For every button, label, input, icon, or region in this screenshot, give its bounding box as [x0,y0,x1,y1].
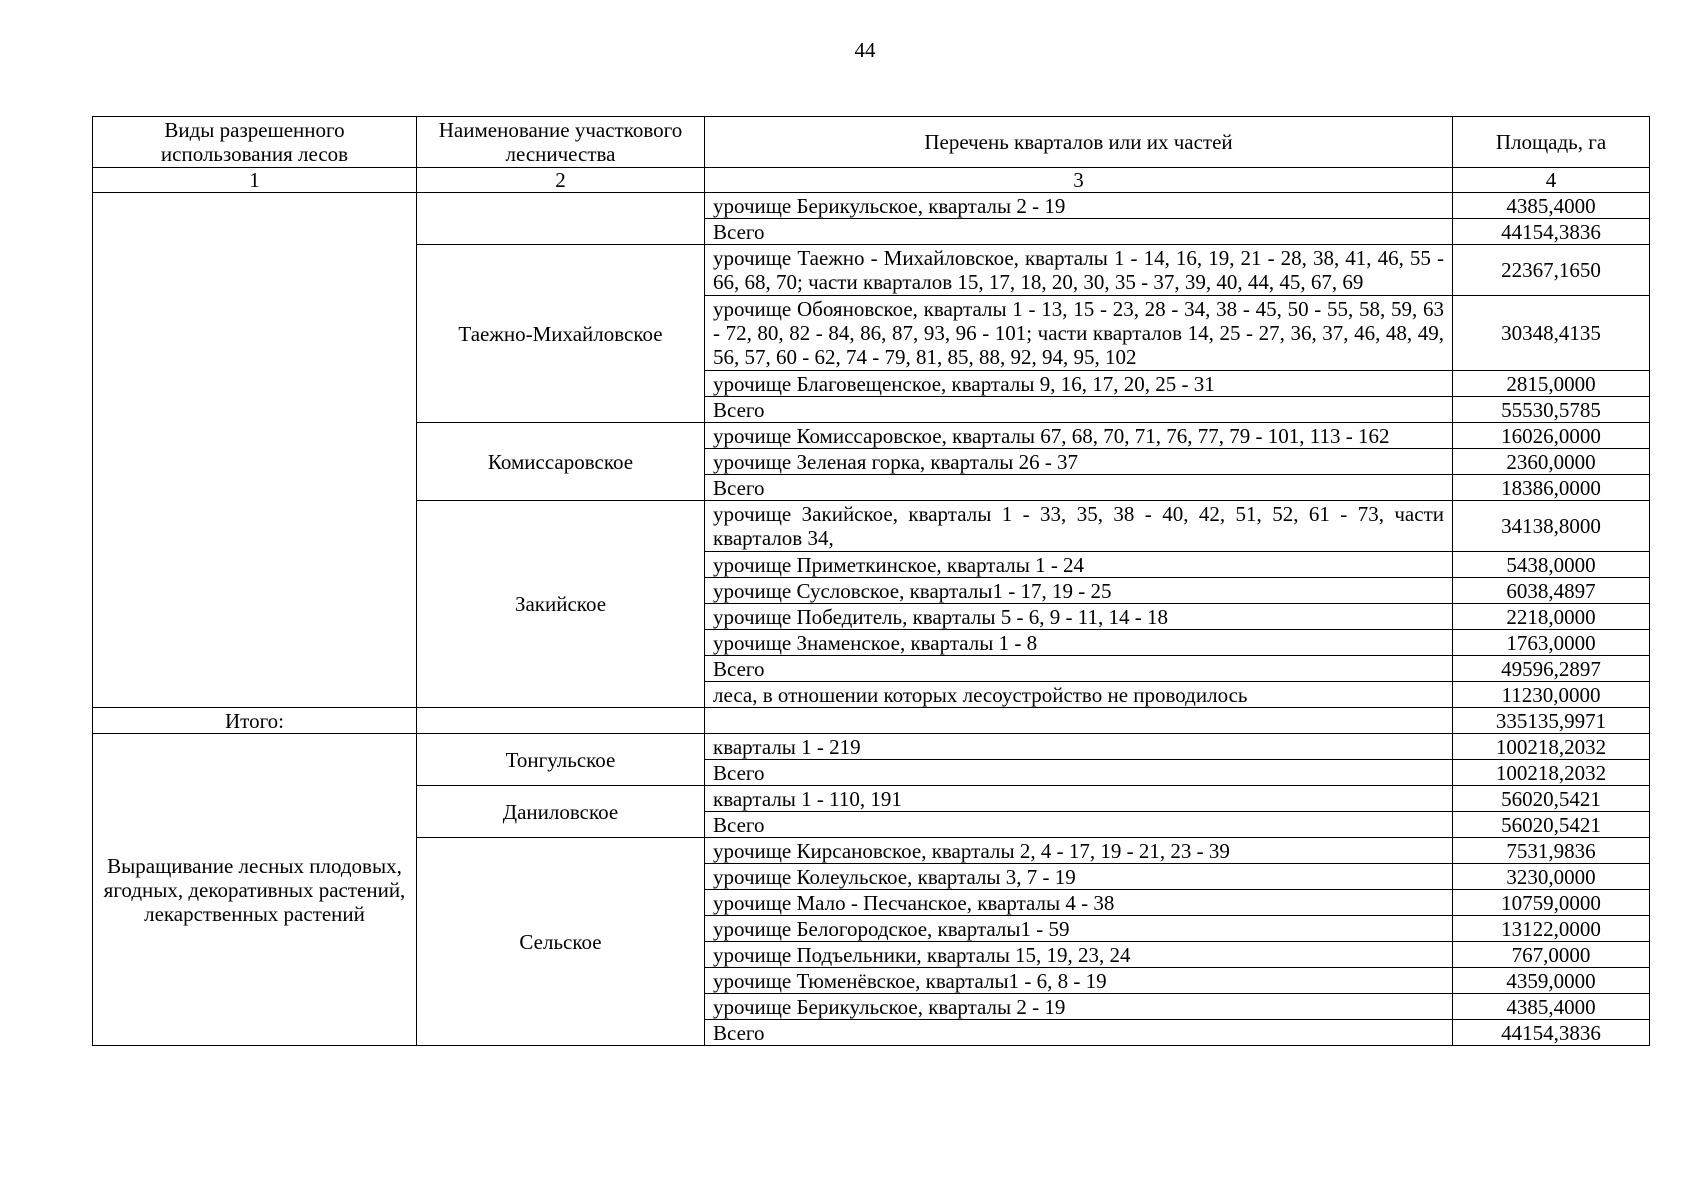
area-cell: 34138,8000 [1453,501,1650,552]
quarters-cell: Всего [705,219,1453,245]
area-cell: 7531,9836 [1453,838,1650,864]
area-cell: 4385,4000 [1453,193,1650,219]
area-cell: 1763,0000 [1453,630,1650,656]
quarters-cell: кварталы 1 - 110, 191 [705,786,1453,812]
quarters-cell: урочище Мало - Песчанское, кварталы 4 - 38 [705,890,1453,916]
forest-use-table [92,116,1650,1046]
total-area: 335135,9971 [1453,708,1650,734]
page-number: 44 [854,38,876,62]
quarters-cell: урочище Комиссаровское, кварталы 67, 68, 70, 71, 76, 77, 79 - 101, 113 - 162 [705,423,1453,449]
area-cell: 5438,0000 [1453,552,1650,578]
header-quarters-list: Перечень кварталов или их частей [705,117,1453,168]
quarters-cell: урочище Тюменёвское, кварталы1 - 6, 8 - 19 [705,968,1453,994]
quarters-cell: урочище Подъельники, кварталы 15, 19, 23, 24 [705,942,1453,968]
forestry-name-cell: Даниловское [417,786,705,838]
quarters-cell: урочище Берикульское, кварталы 2 - 19 [705,193,1453,219]
quarters-cell: урочище Закийское, кварталы 1 - 33, 35, 38 - 40, 42, 51, 52, 61 - 73, части кварталов 34, [705,501,1453,552]
forestry-name-cell: Тонгульское [417,734,705,786]
header-use-type: Виды разрешенного использования лесов [93,117,417,168]
forestry-name-cell-empty [417,193,705,245]
use-type-cell: Выращивание лесных плодовых, ягодных, декоративных растений, лекарственных растений [93,734,417,1046]
column-number: 3 [705,168,1453,193]
quarters-cell: Всего [705,656,1453,682]
area-cell: 55530,5785 [1453,397,1650,423]
area-cell: 4385,4000 [1453,994,1650,1020]
area-cell: 18386,0000 [1453,475,1650,501]
quarters-cell: урочище Приметкинское, кварталы 1 - 24 [705,552,1453,578]
quarters-cell: урочище Таежно - Михайловское, кварталы 1 - 14, 16, 19, 21 - 28, 38, 41, 46, 55 - 66, 68, 70; части кварталов 15, 17, 18, 20, 30, 35 - 37, 39, 40, 44, 45, 67, 69 [705,245,1453,296]
quarters-cell: урочище Белогородское, кварталы1 - 59 [705,916,1453,942]
column-number-row [93,168,1650,193]
area-cell: 22367,1650 [1453,245,1650,296]
quarters-cell: урочище Благовещенское, кварталы 9, 16, 17, 20, 25 - 31 [705,371,1453,397]
area-cell: 13122,0000 [1453,916,1650,942]
quarters-cell: урочище Берикульское, кварталы 2 - 19 [705,994,1453,1020]
area-cell: 49596,2897 [1453,656,1650,682]
area-cell: 767,0000 [1453,942,1650,968]
column-number: 4 [1453,168,1650,193]
forestry-name-cell: Комиссаровское [417,423,705,501]
empty-cell [417,708,705,734]
area-cell: 44154,3836 [1453,219,1650,245]
quarters-cell: урочище Знаменское, кварталы 1 - 8 [705,630,1453,656]
area-cell: 44154,3836 [1453,1020,1650,1046]
header-area: Площадь, га [1453,117,1650,168]
quarters-cell: Всего [705,812,1453,838]
empty-cell [705,708,1453,734]
area-cell: 3230,0000 [1453,864,1650,890]
forestry-name-cell: Закийское [417,501,705,708]
column-number: 2 [417,168,705,193]
forestry-name-cell: Сельское [417,838,705,1046]
area-cell: 56020,5421 [1453,812,1650,838]
quarters-cell: урочище Кирсановское, кварталы 2, 4 - 17, 19 - 21, 23 - 39 [705,838,1453,864]
total-label: Итого: [93,708,417,734]
area-cell: 4359,0000 [1453,968,1650,994]
quarters-cell: Всего [705,1020,1453,1046]
quarters-cell: Всего [705,475,1453,501]
table-row [93,734,1650,760]
column-number: 1 [93,168,417,193]
area-cell: 100218,2032 [1453,760,1650,786]
header-row [93,117,1650,168]
area-cell: 6038,4897 [1453,578,1650,604]
area-cell: 16026,0000 [1453,423,1650,449]
quarters-cell: леса, в отношении которых лесоустройство не проводилось [705,682,1453,708]
area-cell: 11230,0000 [1453,682,1650,708]
quarters-cell: Всего [705,760,1453,786]
area-cell: 2218,0000 [1453,604,1650,630]
use-type-cell-empty [93,193,417,708]
quarters-cell: кварталы 1 - 219 [705,734,1453,760]
area-cell: 100218,2032 [1453,734,1650,760]
quarters-cell: урочище Обояновское, кварталы 1 - 13, 15 - 23, 28 - 34, 38 - 45, 50 - 55, 58, 59, 63 - 72, 80, 82 - 84, 86, 87, 93, 96 - 101; части кварталов 14, 25 - 27, 36, 37, 46, 48, 49, 56, 57, 60 - 62, 74 - 79, 81, 85, 88, 92, 94, 95, 102 [705,296,1453,371]
quarters-cell: урочище Зеленая горка, кварталы 26 - 37 [705,449,1453,475]
quarters-cell: урочище Колеульское, кварталы 3, 7 - 19 [705,864,1453,890]
area-cell: 10759,0000 [1453,890,1650,916]
area-cell: 2360,0000 [1453,449,1650,475]
forestry-name-cell: Таежно-Михайловское [417,245,705,423]
area-cell: 2815,0000 [1453,371,1650,397]
quarters-cell: Всего [705,397,1453,423]
total-row [93,708,1650,734]
header-forestry-name: Наименование участкового лесничества [417,117,705,168]
quarters-cell: урочище Победитель, кварталы 5 - 6, 9 - 11, 14 - 18 [705,604,1453,630]
quarters-cell: урочище Сусловское, кварталы1 - 17, 19 - 25 [705,578,1453,604]
area-cell: 56020,5421 [1453,786,1650,812]
area-cell: 30348,4135 [1453,296,1650,371]
table-row [93,193,1650,219]
